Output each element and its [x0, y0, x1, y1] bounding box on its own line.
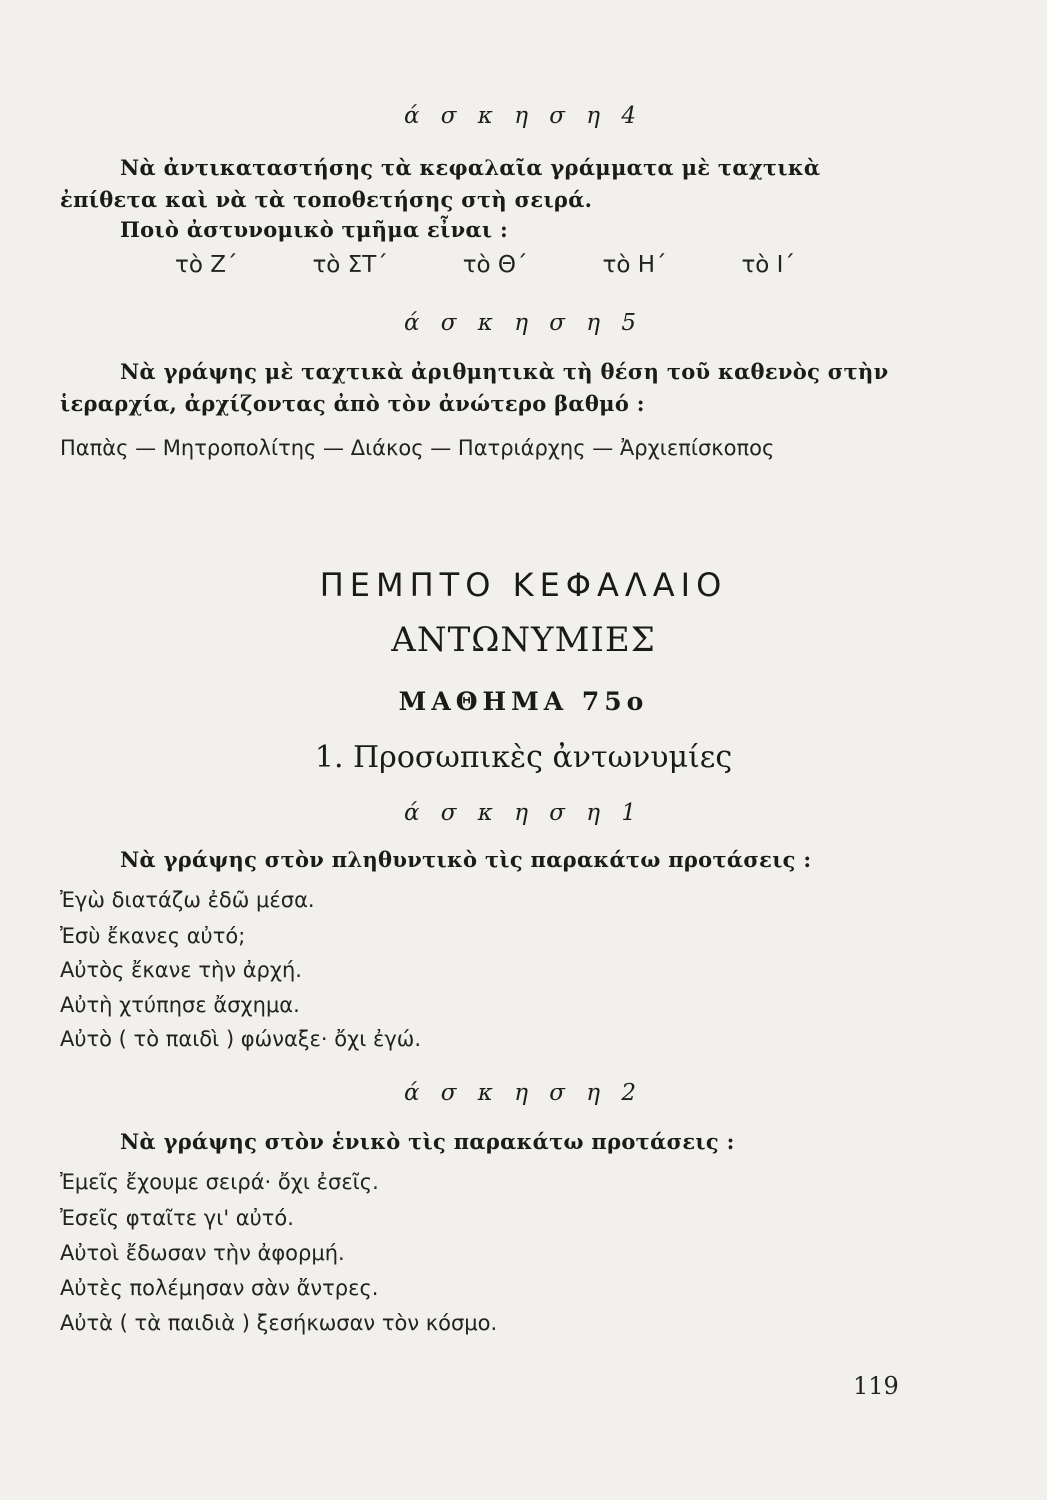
option-item: τὸ Θ΄	[462, 252, 528, 278]
sentence: Αὐτὸ ( τὸ παιδὶ ) φώναξε· ὄχι ἐγώ.	[60, 1027, 422, 1051]
page-number: 119	[853, 1372, 899, 1400]
sentence: Αὐτὰ ( τὰ παιδιὰ ) ξεσήκωσαν τὸν κόσμο.	[60, 1311, 498, 1335]
sentence: Ἐσεῖς φταῖτε γι' αὐτό.	[60, 1206, 294, 1230]
exercise-5-instruction: Νὰ γράψης μὲ ταχτικὰ ἀριθμητικὰ τὴ θέση τοῦ καθενὸς στὴν ἱεραρχία, ἀρχίζοντας ἀπὸ τὸν ἀνώτερο βαθμό :	[60, 359, 889, 416]
option-item: τὸ ΣΤ΄	[312, 252, 388, 278]
lesson-heading: ΜΑΘΗΜΑ 75ο	[398, 687, 649, 716]
sentence: Ἐγὼ διατάζω ἐδῶ μέσα.	[60, 888, 315, 912]
exercise-1-instruction: Νὰ γράψης στὸν πληθυντικὸ τὶς παρακάτω προτάσεις :	[120, 847, 812, 872]
sentence: Ἐμεῖς ἔχουμε σειρά· ὄχι ἐσεῖς.	[60, 1170, 379, 1194]
hierarchy-line: Παπὰς — Μητροπολίτης — Διάκος — Πατριάρχης — Ἀρχιεπίσκοπος	[60, 436, 775, 460]
sentence: Αὐτὸς ἔκανε τὴν ἀρχή.	[60, 958, 302, 982]
option-item: τὸ Ζ΄	[175, 252, 238, 278]
exercise-4-question: Ποιὸ ἀστυνομικὸ τμῆμα εἶναι :	[120, 217, 509, 242]
sentence: Αὐτοὶ ἔδωσαν τὴν ἀφορμή.	[60, 1241, 345, 1265]
exercise-2-title: ά σ κ η σ η 2	[403, 1080, 644, 1106]
option-item: τὸ Ι΄	[741, 252, 795, 278]
sentence: Αὐτὲς πολέμησαν σὰν ἄντρες.	[60, 1276, 379, 1300]
sentence: Αὐτὴ χτύπησε ἄσχημα.	[60, 993, 300, 1017]
sentence: Ἐσὺ ἔκανες αὐτό;	[60, 924, 246, 948]
exercise-5-title: ά σ κ η σ η 5	[403, 310, 644, 336]
chapter-title: ΑΝΤΩΝΥΜΙΕΣ	[391, 620, 656, 660]
exercise-4-title: ά σ κ η σ η 4	[403, 103, 644, 129]
exercise-2-instruction: Νὰ γράψης στὸν ἑνικὸ τὶς παρακάτω προτάσεις :	[120, 1129, 735, 1154]
exercise-4-instruction: Νὰ ἀντικαταστήσης τὰ κεφαλαῖα γράμματα μὲ ταχτικὰ ἐπίθετα καὶ νὰ τὰ τοποθετήσης στὴ σειρά.	[60, 155, 821, 212]
option-item: τὸ Η΄	[602, 252, 667, 278]
chapter-heading: ΠΕΜΠΤΟ ΚΕΦΑΛΑΙΟ	[319, 566, 728, 604]
section-heading: 1. Προσωπικὲς ἀντωνυμίες	[314, 740, 733, 775]
exercise-1-title: ά σ κ η σ η 1	[403, 800, 644, 826]
exercise-4-options	[175, 252, 795, 278]
